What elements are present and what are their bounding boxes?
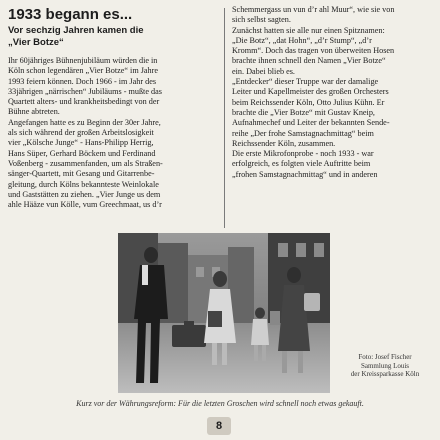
text-line: beim Reichssender Köln, Otto Julius Kühn. Er (232, 97, 385, 107)
credit-line: der Kreissparkasse Köln (350, 370, 420, 379)
text-line: „frohen Samstagnachmittag“ und in anderen (232, 169, 378, 179)
photo-credit (334, 353, 436, 379)
text-line: brachte ihnen schnell den Namen „Vier Botze“ (232, 56, 386, 66)
credit-line: Foto: Josef Fischer (358, 353, 412, 361)
article-subtitle (8, 25, 218, 48)
article-title: 1933 begann es... (8, 6, 133, 23)
street-scene-photo (118, 233, 330, 393)
text-line: Ihr 60jähriges Bühnenjubiläum würden die in (8, 56, 158, 65)
text-line: Zunächst hatten sie alle nur einen Spitznamen: (232, 25, 385, 35)
text-line: als sich während der großen Arbeitslosigkeit (8, 128, 154, 138)
text-line: „Entdecker“ dieser Truppe war der damalige (232, 77, 379, 87)
text-line: ein. Dabei blieb es. (232, 66, 295, 76)
text-line: Bühne abtreten. (8, 107, 60, 117)
text-line: und Gaststätten zu ziehen. „Vier Junge us dem (8, 189, 161, 199)
text-line: 1993 feiern können. Doch 1966 - im Jahr des (8, 76, 157, 86)
text-line: reihe „Der frohe Samstagnachmittag“ beim (232, 128, 374, 138)
subtitle-line: Vor sechzig Jahren kamen die (8, 25, 144, 36)
text-line: vier „Kölsche Junge“ - Hans-Philipp Herrig, (8, 138, 154, 148)
credit-line: Sammlung Louis (360, 361, 410, 370)
text-line: sänger-Quartett, mit Gesang und Gitarrenbe- (8, 169, 155, 179)
text-line: Angefangen hatte es zu Beginn der 30er Jahre, (8, 117, 161, 127)
text-line: Quartett alters- und krankheitsbedingt von der (8, 97, 160, 107)
text-line: Köln schon legendären „Vier Botze“ im Jahre (8, 66, 159, 76)
text-line: ahle Hääze vun Kölle, vum Greechmaat, us d’r (8, 200, 162, 210)
text-line: erfolgreich, es folgten viele Auftritte beim (232, 159, 371, 169)
text-line: gleitung, durch Kölns bekannteste Weinlokale (8, 179, 159, 189)
text-line: Leiter und Kapellmeister des großen Orchesters (232, 87, 389, 97)
page-number: 8 (207, 417, 231, 435)
text-line: Hans Süper, Gerhard Böckem und Ferdinand (8, 148, 156, 158)
subtitle-line: „Vier Botze“ (8, 36, 64, 48)
text-line: Reichssender Köln, zusammen. (232, 138, 336, 148)
text-line: Aufnahmechef und Leiter der bekannten Sende- (232, 118, 390, 128)
text-line: sich selbst sagten. (232, 15, 291, 25)
text-line: Die erste Mikrofonprobe - noch 1933 - war (232, 149, 374, 159)
text-line: Voßenberg - zusammenfanden, um als Straßen- (8, 158, 163, 168)
column-divider (224, 8, 225, 228)
right-text-column (232, 5, 432, 180)
left-text-column (8, 56, 215, 210)
text-line: Schemmergass un vun d’r ahl Muur“, wie sie von (232, 5, 395, 14)
text-line: brachte die „Vier Botze“ mit Gustav Kneip, (232, 107, 375, 117)
photo-illustration (118, 233, 330, 393)
text-line: Kromm“. Doch das tragen von überweiten Hosen (232, 46, 395, 56)
text-line: „Die Botz“, „dat Hohn“, „d’r Stump“, „d’r (232, 35, 372, 45)
photo-caption: Kurz vor der Währungsreform: Für die letzten Groschen wird schnell noch etwas gekauft. (76, 399, 364, 408)
text-line: 33jährigen „närrischen“ Jubiläums - mußte das (8, 86, 162, 96)
